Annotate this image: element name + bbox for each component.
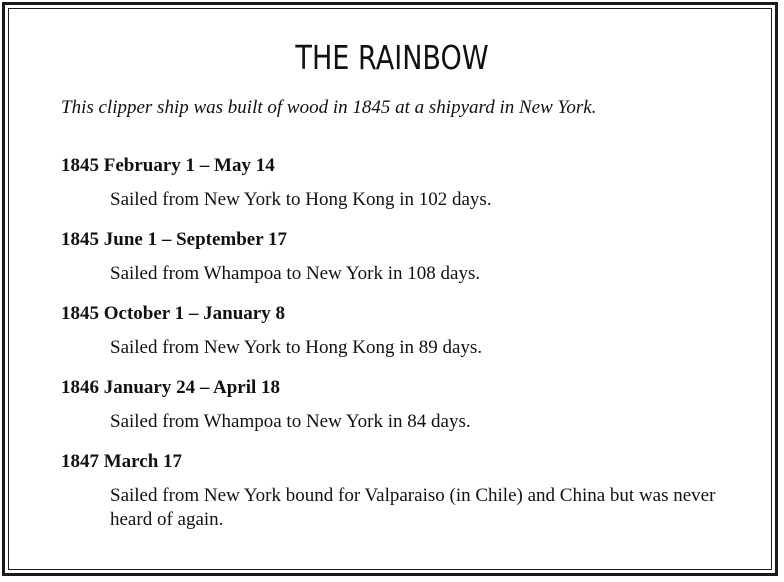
voyage-description: Sailed from Whampoa to New York in 84 days. [110,411,471,432]
voyage-date: 1847 March 17 [61,451,183,472]
voyage-entry [61,302,761,360]
voyage-description: Sailed from Whampoa to New York in 108 days. [110,263,481,284]
voyage-entry [61,376,761,434]
voyage-description: Sailed from New York to Hong Kong in 89 days. [110,337,483,358]
page-subtitle: This clipper ship was built of wood in 1845 at a shipyard in New York. [61,97,597,118]
voyage-description: Sailed from New York to Hong Kong in 102 days. [110,189,492,210]
voyage-entry [61,154,761,212]
voyage-entry [61,450,761,532]
page-title: THE RAINBOW [295,38,489,77]
voyage-description: Sailed from New York bound for Valparaiso (in Chile) and China but was never heard of again. [110,485,716,530]
voyage-date: 1846 January 24 – April 18 [61,377,281,398]
voyage-entry [61,228,761,286]
voyage-date: 1845 June 1 – September 17 [61,229,288,250]
voyage-date: 1845 February 1 – May 14 [61,155,275,176]
voyage-date: 1845 October 1 – January 8 [61,303,285,324]
voyage-list [61,154,761,548]
